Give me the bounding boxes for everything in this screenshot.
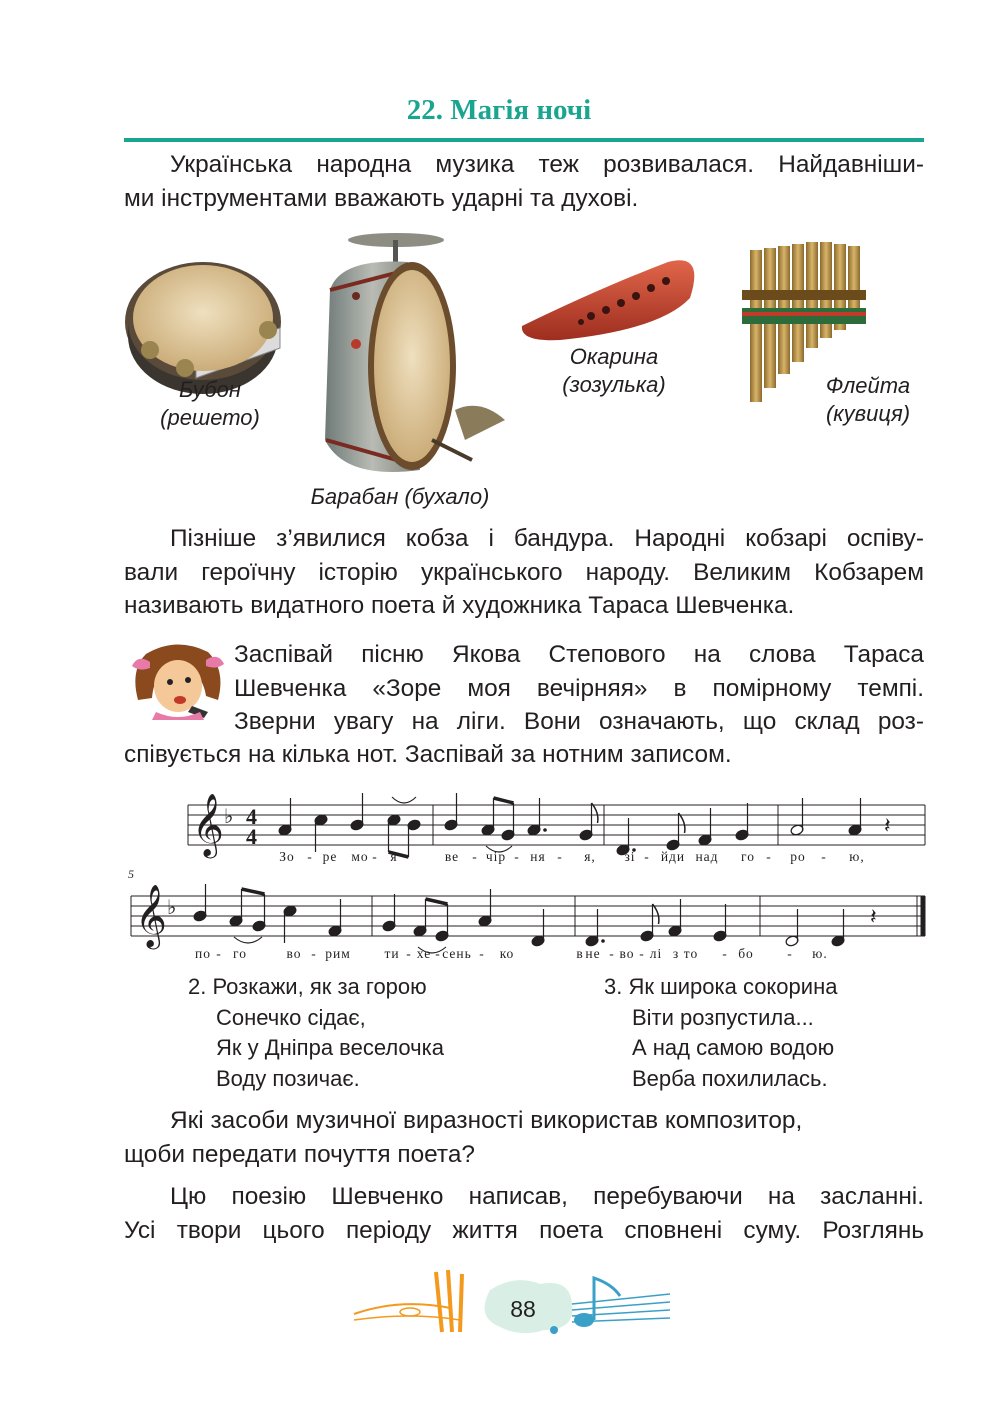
outro-paragraph	[124, 1180, 924, 1247]
text-line: співується на кілька нот. Заспівай за нотним записом.	[124, 741, 732, 768]
lyric-syllable: йди	[660, 849, 686, 864]
verse-3	[604, 972, 837, 1094]
page-title: 22. Магія ночі	[406, 94, 592, 126]
tambourine-name: Бубон	[178, 377, 242, 402]
lyric-syllable: -	[766, 849, 772, 864]
time-signature-bottom: 4	[246, 824, 257, 849]
ocarina-alt-name: (зозулька)	[562, 372, 666, 397]
lyric-syllable: чір	[485, 849, 507, 864]
lyric-syllable: з	[672, 946, 680, 961]
quarter-rest: 𝄽	[884, 813, 891, 838]
lyric-syllable: -	[644, 849, 650, 864]
text-line: Пізніше з’явилися кобза і бандура. Народні кобзарі оспіву-	[170, 525, 924, 552]
text-line: Усі твори цього періоду життя поета сповнені суму. Розглянь	[124, 1216, 924, 1244]
verse-2	[188, 972, 444, 1094]
drum-caption: Барабан (бухало)	[310, 484, 490, 509]
lyric-syllable: во	[619, 946, 635, 961]
tambourine-alt-name: (решето)	[160, 405, 260, 430]
lyric-syllable: -	[435, 946, 441, 961]
lyric-syllable: в	[576, 946, 584, 961]
note-beam	[242, 889, 265, 894]
lyric-syllable: ко	[499, 946, 515, 961]
page-number: 88	[510, 1296, 536, 1322]
lyric-syllable: по	[195, 946, 211, 961]
lyric-syllable: -	[216, 946, 222, 961]
lyric-syllable: бо	[738, 946, 754, 961]
lyric-syllable: ю.	[812, 946, 828, 961]
lyric-syllable: рим	[325, 946, 351, 961]
ocarina-name: Окарина	[569, 344, 659, 369]
lyric-syllable: сень	[442, 946, 472, 961]
verse-line: 3. Як широка сокорина	[604, 974, 838, 999]
lyric-syllable: -	[479, 946, 485, 961]
lyric-syllable: я,	[584, 849, 596, 864]
lyric-syllable: го	[741, 849, 755, 864]
lyric-syllable: ю,	[849, 849, 865, 864]
lyric-syllable: -	[722, 946, 728, 961]
text-line: Заспівай пісню Якова Степового на слова Тараса	[234, 641, 924, 668]
note-dot	[601, 939, 605, 943]
lyric-syllable: -	[821, 849, 827, 864]
verse-line: Як у Дніпра веселочка	[216, 1035, 444, 1060]
flat-key-signature: ♭	[167, 897, 177, 919]
treble-clef: 𝄞	[135, 884, 167, 947]
verse-line: Сонечко сідає,	[216, 1004, 366, 1030]
measure-number: 5	[128, 867, 134, 881]
lyric-syllable: ре	[322, 849, 338, 864]
lyric-syllable: ня	[530, 849, 546, 864]
note-flag	[653, 904, 659, 924]
lyric-syllable: не	[585, 946, 601, 961]
time-signature-top: 4	[246, 804, 257, 829]
question-paragraph	[124, 1104, 924, 1171]
lyric-syllable: го	[233, 946, 247, 961]
slur	[392, 797, 416, 803]
verse-line: Віти розпустила...	[632, 1004, 814, 1030]
verse-line: Воду позичає.	[216, 1065, 360, 1091]
lyric-syllable: мо	[351, 849, 369, 864]
note-dot	[543, 828, 547, 832]
note-beam	[426, 899, 448, 904]
text-line: Зверни увагу на ліги. Вони означають, що склад роз-	[234, 708, 924, 735]
lyric-syllable: ро	[790, 849, 806, 864]
flute-name: Флейта	[825, 373, 911, 398]
lyric-syllable: -	[307, 849, 313, 864]
lyric-syllable: -	[639, 946, 645, 961]
lyric-syllable: во	[286, 946, 302, 961]
footer	[340, 1264, 680, 1344]
note-flag	[679, 813, 685, 833]
treble-clef: 𝄞	[192, 793, 224, 856]
lyric-syllable: -	[472, 849, 478, 864]
text-line: ми інструментами вважають ударні та духові.	[124, 184, 639, 212]
flute-alt-name: (кувиця)	[825, 401, 911, 426]
lyric-syllable: то	[683, 946, 699, 961]
slur	[234, 937, 262, 943]
text-line: Шевченка «Зоре моя вечірняя» в помірному темпі.	[234, 674, 924, 702]
verse-line: 2. Розкажи, як за горою	[188, 974, 427, 999]
lyric-syllable: -	[557, 849, 563, 864]
text-line: вали героїчну історію українського народу. Великим Кобзарем	[124, 558, 924, 586]
lyric-syllable: Зо	[279, 849, 295, 864]
lyric-syllable: -	[787, 946, 793, 961]
lyric-syllable: -	[514, 849, 520, 864]
lyric-syllable: над	[695, 849, 719, 864]
lyric-syllable: хе	[416, 946, 432, 961]
lyric-syllable: зі	[624, 849, 636, 864]
lyric-syllable: -	[406, 946, 412, 961]
verse-line: Верба похилилась.	[632, 1065, 828, 1091]
text-line: Цю поезію Шевченко написав, перебуваючи на засланні.	[170, 1183, 924, 1210]
text-line: щоби передати почуття поета?	[124, 1140, 475, 1168]
lyric-syllable: -	[311, 946, 317, 961]
note-flag	[592, 803, 598, 823]
quarter-rest: 𝄽	[870, 904, 877, 929]
flat-key-signature: ♭	[224, 806, 234, 828]
lyric-syllable: -	[609, 946, 615, 961]
text-line: Які засоби музичної виразності використав композитор,	[170, 1107, 803, 1134]
note-beam	[494, 798, 514, 803]
text-line: Українська народна музика теж розвивалася. Найдавніши-	[170, 151, 924, 178]
lyric-syllable: лі	[649, 946, 663, 961]
verse-line: А над самою водою	[632, 1035, 835, 1060]
lyric-syllable: -	[372, 849, 378, 864]
lyric-syllable: ве	[444, 849, 460, 864]
text-line: називають видатного поета й художника Тараса Шевченка.	[124, 592, 795, 619]
lyric-syllable: ти	[384, 946, 400, 961]
lyric-syllable: я	[390, 849, 398, 864]
